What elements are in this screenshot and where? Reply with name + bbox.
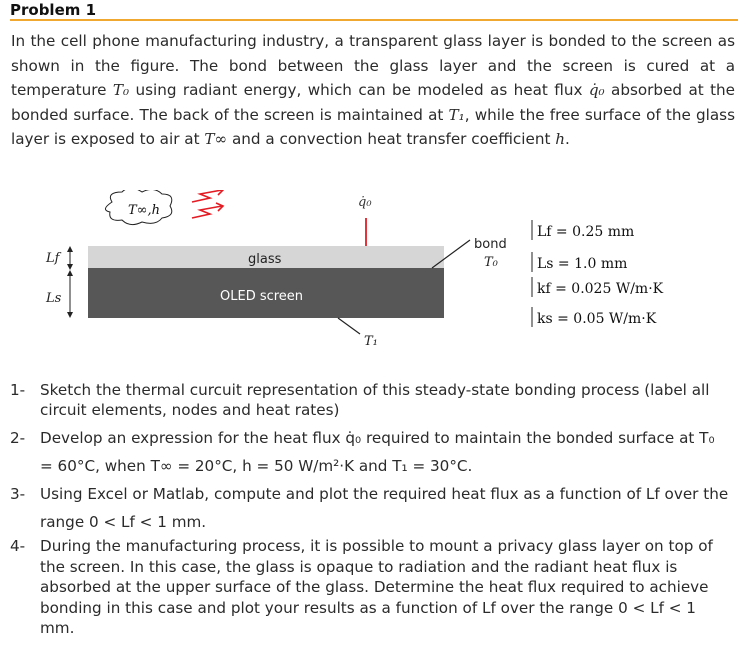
heat-flux-label: q̇₀ bbox=[358, 195, 372, 210]
title-underline bbox=[10, 19, 738, 21]
problem-title: Problem 1 bbox=[10, 1, 97, 19]
ls-label: Ls bbox=[46, 291, 62, 306]
intro-text-6: . bbox=[565, 130, 570, 149]
question-text: Sketch the thermal curcuit representation of this steady-state bonding process (label all circuit elements, nodes and heat rates) bbox=[40, 381, 710, 419]
intro-text-4: , while the free surface of the glass layer is exposed to air at bbox=[11, 105, 735, 149]
lf-arrowhead-down bbox=[67, 264, 73, 270]
lf-label: Lf bbox=[46, 251, 60, 266]
param-lf: Lf = 0.25 mm bbox=[537, 224, 635, 240]
question-number: 4- bbox=[10, 537, 26, 555]
radiation-arrows bbox=[192, 190, 223, 218]
symbol-h: h bbox=[555, 130, 566, 149]
lf-arrowhead-up bbox=[67, 246, 73, 252]
param-kf: kf = 0.025 W/m·K bbox=[537, 281, 664, 297]
ls-arrowhead-down bbox=[67, 312, 73, 318]
question-number: 1- bbox=[10, 381, 26, 399]
intro-text-1: In the cell phone manufacturing industry, a transparent glass layer is bonded to the screen as shown in the figure. The bond between the glass layer and the screen is cured at a temperature bbox=[11, 32, 735, 100]
question-number: 3- bbox=[10, 485, 26, 503]
intro-text-2: using radiant energy, which can be modeled as heat flux bbox=[135, 81, 583, 100]
bond-label: bond bbox=[474, 237, 507, 252]
param-ls: Ls = 1.0 mm bbox=[537, 256, 628, 272]
param-ks: ks = 0.05 W/m·K bbox=[537, 311, 657, 327]
parameter-list bbox=[532, 220, 664, 327]
intro-text-5: and a convection heat transfer coefficient bbox=[231, 130, 551, 149]
question-text: Develop an expression for the heat flux q̇₀ required to maintain the bonded surface at T₀ = 60°C, when T∞ = 20°C, h = 50 W/m²·K and T₁ = 30°C. bbox=[40, 429, 715, 475]
symbol-t0: T₀ bbox=[112, 81, 130, 100]
symbol-q0: q̇₀ bbox=[588, 81, 605, 100]
question-2 bbox=[10, 424, 730, 480]
question-number: 2- bbox=[10, 429, 26, 447]
t1-label: T₁ bbox=[364, 334, 378, 349]
ls-arrowhead-up bbox=[67, 270, 73, 276]
cloud-label: T∞,h bbox=[128, 203, 161, 218]
intro-text-3: absorbed at the bonded surface. The back of the screen is maintained at bbox=[11, 81, 736, 124]
bonding-figure bbox=[0, 190, 750, 370]
symbol-t1: T₁ bbox=[448, 105, 465, 124]
question-4 bbox=[10, 536, 730, 639]
question-text: Using Excel or Matlab, compute and plot the required heat flux as a function of Lf over the range 0 < Lf < 1 mm. bbox=[40, 485, 729, 531]
screen-label: OLED screen bbox=[220, 289, 304, 304]
t1-pointer bbox=[338, 318, 360, 334]
problem-statement bbox=[11, 29, 735, 152]
bond-temperature: T₀ bbox=[484, 255, 498, 270]
question-1 bbox=[10, 380, 730, 420]
question-text: During the manufacturing process, it is possible to mount a privacy glass layer on top of the screen. In this case, the glass is opaque to radiation and the radiant heat flux is absorbed at the upper surface of the glass. Determine the heat flux required to achieve bonding in this case and plot your results as a function of Lf over the range 0 < Lf < 1 mm. bbox=[40, 537, 713, 637]
question-3 bbox=[10, 480, 730, 536]
symbol-tinf: T∞ bbox=[204, 130, 228, 149]
glass-label: glass bbox=[248, 252, 282, 267]
